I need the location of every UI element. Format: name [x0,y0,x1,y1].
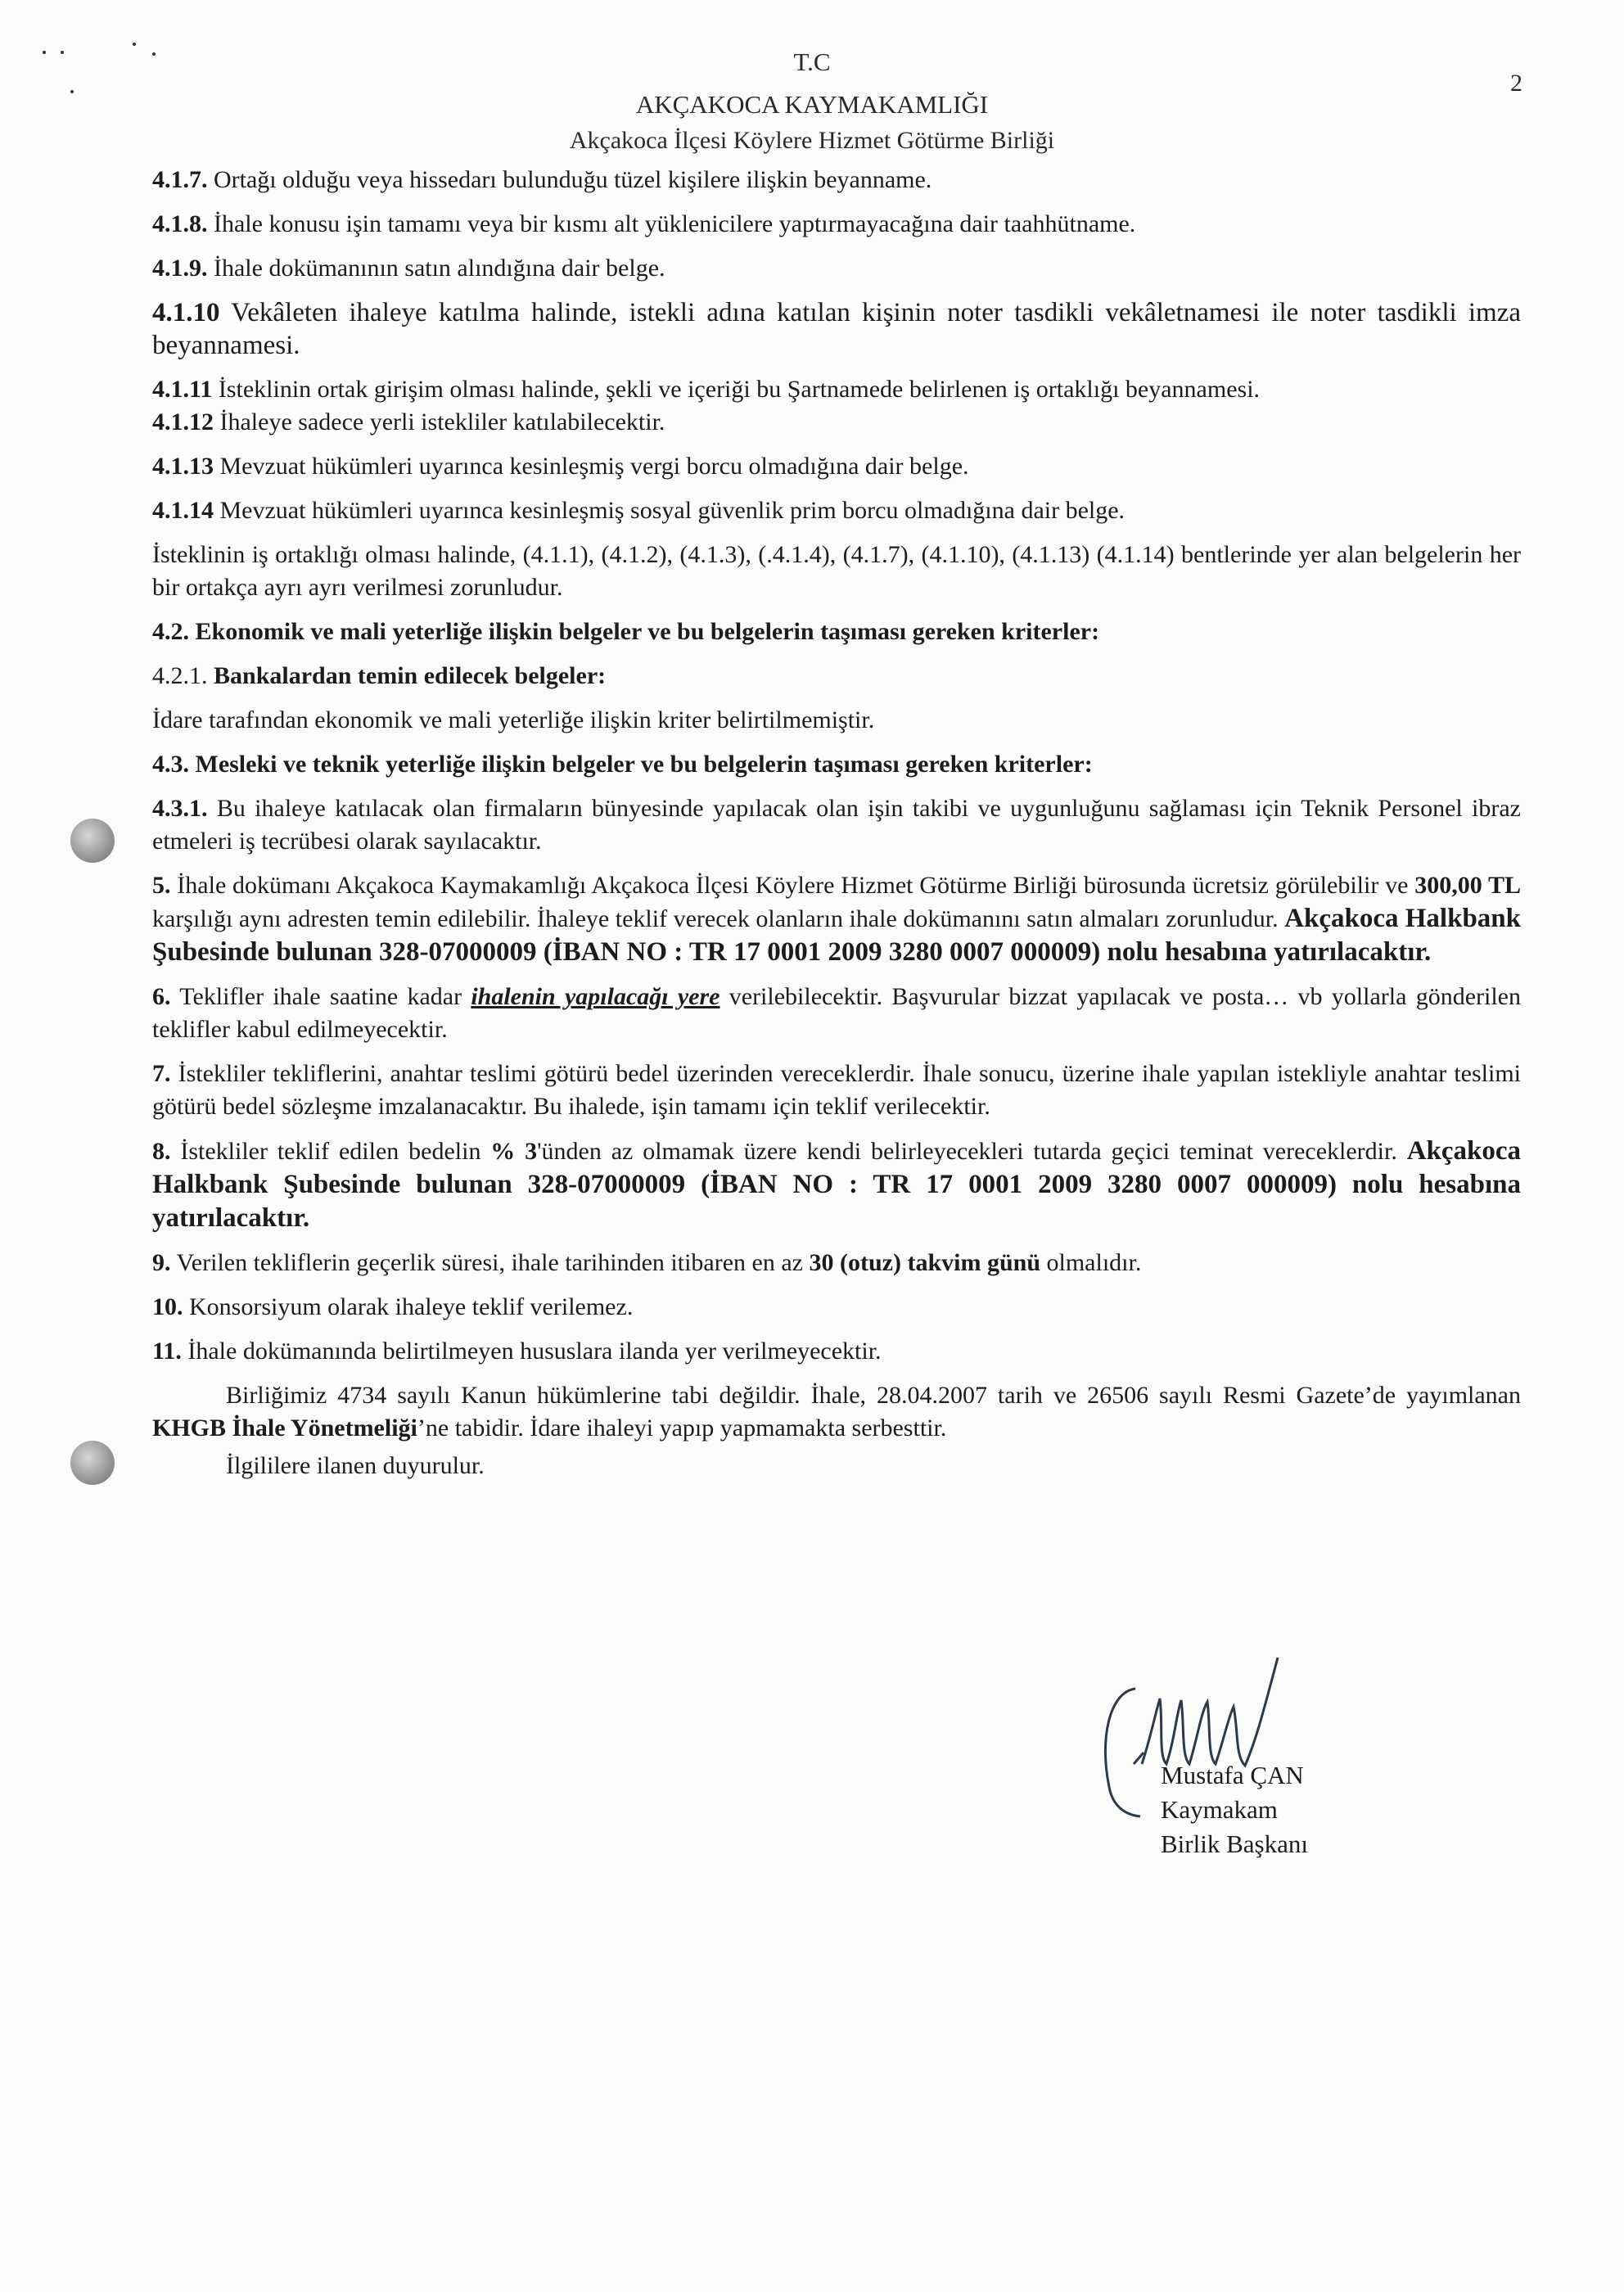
section-9: 9. Verilen tekliflerin geçerlik süresi, ihale tarihinden itibaren en az 30 (otuz) takvim günü olmalıdır. [152,1249,1142,1276]
section-4-3-heading: 4.3. Mesleki ve teknik yeterliğe ilişkin belgeler ve bu belgelerin taşıması gereken kriterler: [152,751,1093,778]
item-4-1-8: 4.1.8. İhale konusu işin tamamı veya bir kısmı alt yüklenicilere yaptırmayacağına dair taahhütname. [152,210,1136,237]
item-4-1-11: 4.1.11 İsteklinin ortak girişim olması halinde, şekli ve içeriği bu Şartnamede belirlenen iş ortaklığı beyannamesi. [152,376,1261,403]
section-4-3-1: 4.3.1. Bu ihaleye katılacak olan firmaların bünyesinde yapılacak olan işin takibi ve uygunluğunu sağlaması için Teknik Personel ibraz etmeleri iş tecrübesi olarak sayılacaktır. [152,795,1521,855]
item-4-1-13: 4.1.13 Mevzuat hükümleri uyarınca kesinleşmiş vergi borcu olmadığına dair belge. [152,453,969,480]
document-body [152,164,1521,1494]
section-11: 11. İhale dokümanında belirtilmeyen hususlara ilanda yer verilmeyecektir. [152,1338,882,1365]
page-number: 2 [1510,70,1522,97]
signatory-name: Mustafa ÇAN [1161,1761,1304,1789]
signature-block [1161,1758,1308,1861]
section-10: 10. Konsorsiyum olarak ihaleye teklif verilemez. [152,1293,634,1320]
partnership-note: İsteklinin iş ortaklığı olması halinde, (4.1.1), (4.1.2), (4.1.3), (.4.1.4), (4.1.7), (4.1.10), (4.1.13) (4.1.14) bentlerinde yer alan belgelerin her bir ortakça ayrı ayrı verilmesi zorunludur. [152,541,1521,601]
item-4-1-14: 4.1.14 Mevzuat hükümleri uyarınca kesinleşmiş sosyal güvenlik prim borcu olmadığına dair belge. [152,497,1126,524]
item-4-1-7: 4.1.7. Ortağı olduğu veya hissedarı bulunduğu tüzel kişilere ilişkin beyanname. [152,166,932,193]
item-4-1-12: 4.1.12 İhaleye sadece yerli istekliler katılabilecektir. [152,408,665,435]
closing-paragraph: Birliğimiz 4734 sayılı Kanun hükümlerine tabi değildir. İhale, 28.04.2007 tarih ve 26506 sayılı Resmi Gazete’de yayımlanan KHGB İhale Yönetmeliği’ne tabidir. İdare ihaleyi yapıp yapmamakta serbesttir. [152,1382,1521,1442]
signatory-title: Kaymakam [1161,1795,1278,1824]
announcement: İlgililere ilanen duyurulur. [226,1452,485,1479]
section-6: 6. Teklifler ihale saatine kadar ihalenin yapılacağı yere verilebilecektir. Başvurular bizzat yapılacak ve posta… vb yollarla gönderilen teklifler kabul edilmeyecektir. [152,983,1521,1043]
section-7: 7. İstekliler tekliflerini, anahtar teslimi götürü bedel üzerinden vereceklerdir. İhale sonucu, üzerine ihale yapılan istekliyle anahtar teslimi götürü bedel sözleşme imzalanacaktır. Bu ihalede, işin tamamı için teklif verilecektir. [152,1060,1522,1120]
scan-speck [133,43,136,46]
item-4-1-10: 4.1.10 Vekâleten ihaleye katılma halinde, istekli adına katılan kişinin noter tasdikli vekâletnamesi ile noter tasdikli imza beyannamesi. [152,298,1521,360]
section-4-2-heading: 4.2. Ekonomik ve mali yeterliğe ilişkin belgeler ve bu belgelerin taşıması gereken kriterler: [152,618,1100,645]
signatory-role: Birlik Başkanı [1161,1830,1308,1858]
section-4-2-1-heading: 4.2.1. Bankalardan temin edilecek belgeler: [152,662,607,689]
section-5: 5. İhale dokümanı Akçakoca Kaymakamlığı Akçakoca İlçesi Köylere Hizmet Götürme Birliği bürosunda ücretsiz görülebilir ve 300,00 TL karşılığı aynı adresten temin edilebilir. İhaleye teklif verecek olanların ihale dokümanını satın almaları zorunludur. Akçakoca Halkbank Şubesinde bulunan 328-07000009 (İBAN NO : TR 17 0001 2009 3280 0007 000009) nolu hesabına yatırılacaktır. [152,872,1522,967]
header-birlik: Akçakoca İlçesi Köylere Hizmet Götürme Birliği [569,127,1055,154]
header-kaymakamlik: AKÇAKOCA KAYMAKAMLIĞI [635,90,989,119]
punch-hole [70,1441,115,1485]
item-4-1-9: 4.1.9. İhale dokümanının satın alındığına dair belge. [152,255,665,282]
header-tc: T.C [793,47,831,76]
punch-hole [70,819,115,863]
section-4-2-1-text: İdare tarafından ekonomik ve mali yeterliğe ilişkin kriter belirtilmemiştir. [152,706,875,733]
section-8: 8. İstekliler teklif edilen bedelin % 3'ünden az olmamak üzere kendi belirleyecekleri tutarda geçici teminat vereceklerdir. Akçakoca Halkbank Şubesinde bulunan 328-07000009 (İBAN NO : TR 17 0001 2009 3280 0007 000009) nolu hesabına yatırılacaktır. [152,1136,1522,1233]
